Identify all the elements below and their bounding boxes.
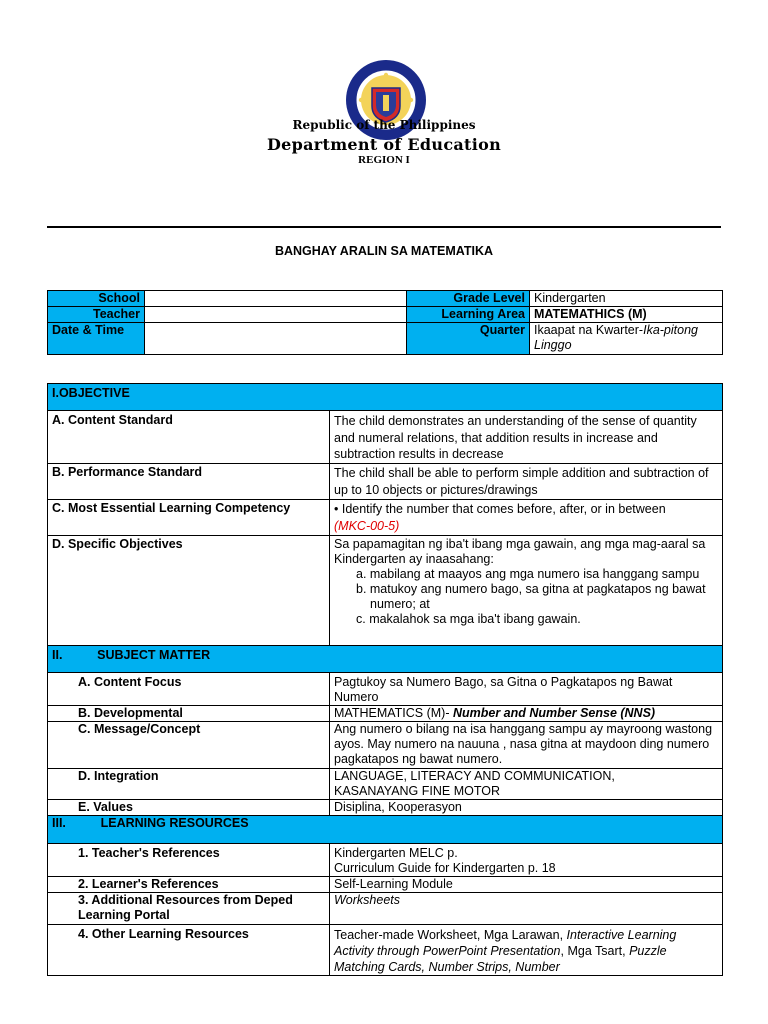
- info-table: [47, 290, 723, 355]
- lesson-plan-table: [47, 383, 723, 976]
- document-title: BANGHAY ARALIN SA MATEMATIKA: [274, 244, 494, 258]
- date-time-field[interactable]: [145, 323, 407, 355]
- other-res-part-4: Puzzle Matching Cards, Number Strips, Number: [334, 943, 667, 974]
- quarter-text: Ikaapat na Kwarter-: [534, 323, 644, 337]
- specific-item-c: c. makalahok sa mga iba't ibang gawain.: [356, 611, 581, 626]
- teacher-label: Teacher: [48, 307, 145, 323]
- grade-level-label: Grade Level: [407, 291, 530, 307]
- melc-label: C. Most Essential Learning Competency: [48, 499, 330, 535]
- developmental-domain: MATHEMATICS (M)-: [334, 705, 453, 720]
- subject-matter-section-header: II. SUBJECT MATTER: [48, 645, 723, 672]
- other-res-part-3: , Mga Tsart,: [560, 943, 630, 958]
- learning-resources-section-header: III. LEARNING RESOURCES: [48, 815, 723, 843]
- learners-references-label: 2. Learner's References: [48, 876, 330, 892]
- developmental-value: [330, 705, 723, 721]
- header-divider: [47, 226, 721, 228]
- school-label: School: [48, 291, 145, 307]
- values-label: E. Values: [48, 799, 330, 815]
- additional-resources-label: 3. Additional Resources from Deped Learning Portal: [48, 892, 330, 924]
- integration-line-2: KASANAYANG FINE MOTOR: [334, 783, 500, 798]
- values-value: Disiplina, Kooperasyon: [330, 799, 723, 815]
- teacher-field[interactable]: [145, 307, 407, 323]
- learning-area-value: MATEMATHICS (M): [530, 307, 723, 323]
- quarter-label: Quarter: [407, 323, 530, 355]
- developmental-strand: Number and Number Sense (NNS): [452, 705, 656, 720]
- message-concept-value: Ang numero o bilang na isa hanggang sampu ay mayroong wastong ayos. May numero na nauuna , nasa gitna at maydoon ding numero pagkatapos ng bawat numero.: [330, 721, 723, 768]
- learners-references-value: Self-Learning Module: [330, 876, 723, 892]
- content-focus-label: A. Content Focus: [48, 672, 330, 705]
- other-resources-value: [330, 924, 723, 975]
- date-time-label: Date & Time: [48, 323, 145, 355]
- other-res-part-2: Interactive Learning Activity through PowerPoint Presentation: [334, 927, 677, 958]
- additional-resources-value: Worksheets: [330, 892, 723, 924]
- other-res-part-1: Teacher-made Worksheet, Mga Larawan,: [334, 927, 567, 942]
- content-focus-value: Pagtukoy sa Numero Bago, sa Gitna o Pagkatapos ng Bawat Numero: [330, 672, 723, 705]
- specific-objectives-value: [330, 535, 723, 645]
- quarter-week: Ika-pitong Linggo: [534, 323, 698, 352]
- integration-line-1: LANGUAGE, LITERACY AND COMMUNICATION,: [334, 768, 615, 783]
- other-resources-label: 4. Other Learning Resources: [48, 924, 330, 975]
- message-concept-label: C. Message/Concept: [48, 721, 330, 768]
- school-field[interactable]: [145, 291, 407, 307]
- quarter-value: [530, 323, 723, 355]
- specific-item-b: b. matukoy ang numero bago, sa gitna at pagkatapos ng bawat numero; at: [356, 581, 706, 611]
- specific-intro: Sa papamagitan ng iba't ibang mga gawain, ang mga mag-aaral sa Kindergarten ay inaasahang:: [334, 536, 706, 566]
- specific-item-a: a. mabilang at maayos ang mga numero isa hanggang sampu: [356, 566, 700, 581]
- teachers-references-label: 1. Teacher's References: [48, 843, 330, 876]
- content-standard-value: The child demonstrates an understanding of the sense of quantity and numeral relations, that addition results in increase and subtraction results in decrease: [330, 411, 723, 464]
- teachers-ref-line-2: Curriculum Guide for Kindergarten p. 18: [334, 860, 556, 875]
- objective-section-header: I.OBJECTIVE: [48, 384, 723, 411]
- learning-area-label: Learning Area: [407, 307, 530, 323]
- melc-value: [330, 499, 723, 535]
- department-heading: Department of Education: [266, 135, 502, 154]
- republic-heading: Republic of the Philippines: [292, 118, 476, 132]
- content-standard-label: A. Content Standard: [48, 411, 330, 464]
- region-heading: REGION I: [358, 154, 410, 166]
- specific-objectives-label: D. Specific Objectives: [48, 535, 330, 645]
- performance-standard-value: The child shall be able to perform simple addition and subtraction of up to 10 objects or pictures/drawings: [330, 463, 723, 499]
- grade-level-value: Kindergarten: [530, 291, 723, 307]
- teachers-ref-line-1: Kindergarten MELC p.: [334, 845, 458, 860]
- integration-value: [330, 768, 723, 799]
- performance-standard-label: B. Performance Standard: [48, 463, 330, 499]
- melc-text: • Identify the number that comes before, after, or in between: [334, 501, 666, 516]
- developmental-label: B. Developmental: [48, 705, 330, 721]
- melc-code: (MKC-00-5): [334, 518, 400, 533]
- teachers-references-value: [330, 843, 723, 876]
- integration-label: D. Integration: [48, 768, 330, 799]
